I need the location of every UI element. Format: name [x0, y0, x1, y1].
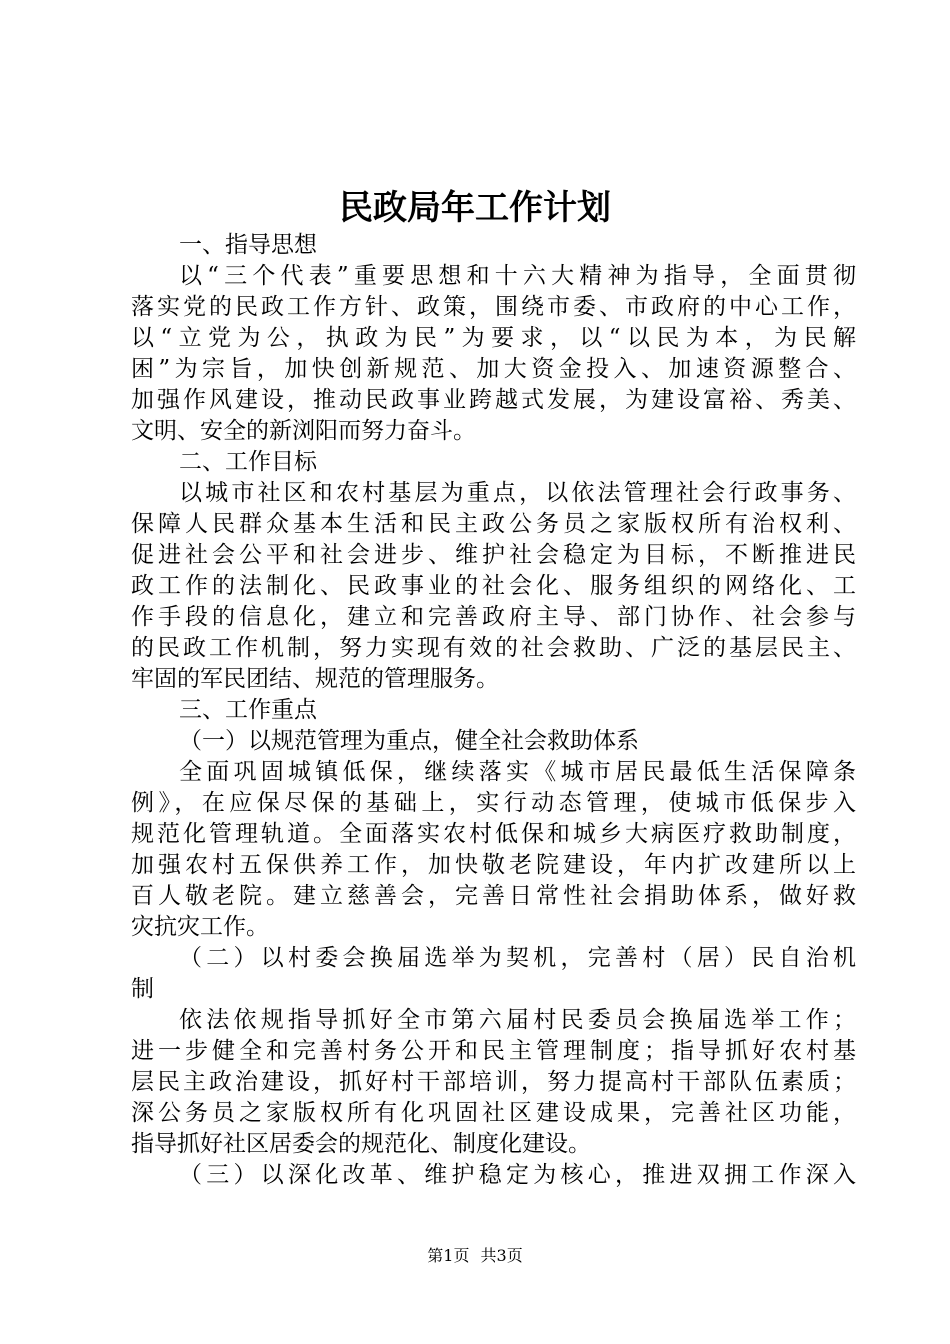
text-line: 深公务员之家版权所有化巩固社区建设成果，完善社区功能，: [131, 1100, 856, 1126]
text-line: 困”为宗旨，加快创新规范、加大资金投入、加速资源整合、: [131, 356, 856, 382]
text-line: 以“立党为公，执政为民”为要求，以“以民为本，为民解: [131, 325, 856, 351]
text-line: 进一步健全和完善村务公开和民主管理制度；指导抓好农村基: [131, 1038, 856, 1064]
text-line: 依法依规指导抓好全市第六届村民委员会换届选举工作；: [179, 1007, 856, 1033]
text-line: 层民主政治建设，抓好村干部培训，努力提高村干部队伍素质；: [131, 1069, 856, 1095]
section-heading: 一、指导思想: [179, 232, 317, 258]
subsection-heading: （三）以深化改革、维护稳定为核心，推进双拥工作深入: [179, 1162, 856, 1188]
text-line: 规范化管理轨道。全面落实农村低保和城乡大病医疗救助制度，: [131, 821, 856, 847]
text-line: 指导抓好社区居委会的规范化、制度化建设。: [131, 1131, 591, 1157]
section-heading: 三、工作重点: [179, 697, 317, 723]
text-line: 以“三个代表”重要思想和十六大精神为指导，全面贯彻: [179, 263, 856, 289]
text-line: 例》，在应保尽保的基础上，实行动态管理，使城市低保步入: [131, 790, 856, 816]
text-line: 保障人民群众基本生活和民主政公务员之家版权所有治权利、: [131, 511, 856, 537]
text-line: 作手段的信息化，建立和完善政府主导、部门协作、社会参与: [131, 604, 856, 630]
text-line: 促进社会公平和社会进步、维护社会稳定为目标，不断推进民: [131, 542, 856, 568]
text-line: 加强作风建设，推动民政事业跨越式发展，为建设富裕、秀美、: [131, 387, 856, 413]
text-line: 百人敬老院。建立慈善会，完善日常性社会捐助体系，做好救: [131, 883, 856, 909]
text-line: 以城市社区和农村基层为重点，以依法管理社会行政事务、: [179, 480, 856, 506]
text-line: 落实党的民政工作方针、政策，围绕市委、市政府的中心工作，: [131, 294, 856, 320]
text-line: 牢固的军民团结、规范的管理服务。: [131, 666, 499, 692]
section-heading: 二、工作目标: [179, 449, 317, 475]
subsection-heading: （二）以村委会换届选举为契机，完善村（居）民自治机: [179, 945, 856, 971]
text-line: 文明、安全的新浏阳而努力奋斗。: [131, 418, 476, 444]
page-title: 民政局年工作计划: [339, 188, 611, 228]
page-total: 共3页: [480, 1246, 523, 1265]
page-number: 第1页: [427, 1246, 470, 1265]
subsection-heading: （一）以规范管理为重点，健全社会救助体系: [179, 728, 639, 754]
page-footer: [0, 1245, 950, 1267]
text-line: 政工作的法制化、民政事业的社会化、服务组织的网络化、工: [131, 573, 856, 599]
text-line: 灾抗灾工作。: [131, 914, 269, 940]
text-line: 制: [131, 976, 154, 1002]
text-line: 加强农村五保供养工作，加快敬老院建设，年内扩改建所以上: [131, 852, 856, 878]
text-line: 的民政工作机制，努力实现有效的社会救助、广泛的基层民主、: [131, 635, 856, 661]
text-line: 全面巩固城镇低保，继续落实《城市居民最低生活保障条: [179, 759, 856, 785]
document-body: [131, 230, 856, 1191]
